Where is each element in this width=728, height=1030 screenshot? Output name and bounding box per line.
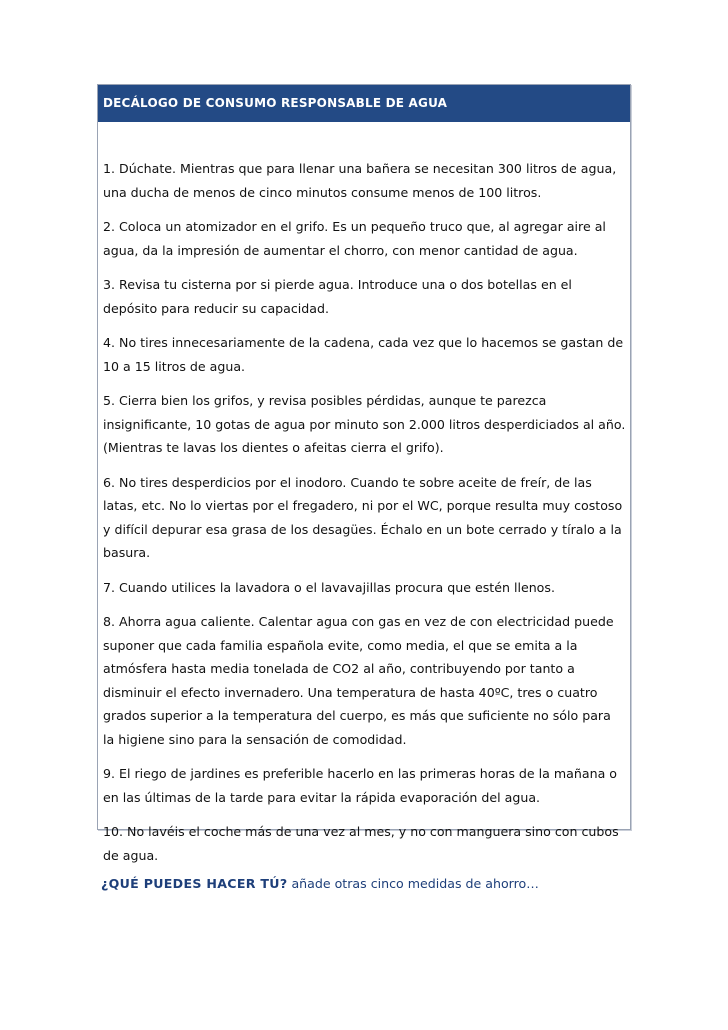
decalogue-box	[97, 84, 631, 863]
list-item: 3. Revisa tu cisterna por si pierde agua. Introduce una o dos botellas en el depósito para reducir su capacidad.	[103, 277, 572, 316]
activity-prompt	[101, 876, 539, 891]
list-item: 1. Dúchate. Mientras que para llenar una bañera se necesitan 300 litros de agua, una ducha de menos de cinco minutos consume menos de 100 litros.	[103, 161, 617, 200]
list-item: 7. Cuando utilices la lavadora o el lavavajillas procura que estén llenos.	[103, 579, 555, 595]
activity-instruction: añade otras cinco medidas de ahorro…	[287, 876, 539, 891]
decalogue-list	[98, 122, 630, 867]
list-item: 5. Cierra bien los grifos, y revisa posibles pérdidas, aunque te parezca insignificante, 10 gotas de agua por minuto son 2.000 litros desperdiciados al año. (Mientras te lavas los dientes o afeitas cierra el grifo).	[103, 393, 626, 455]
list-item: 4. No tires innecesariamente de la cadena, cada vez que lo hacemos se gastan de 10 a 15 litros de agua.	[103, 335, 624, 374]
list-item: 10. No lavéis el coche más de una vez al mes, y no con manguera sino con cubos de agua.	[103, 824, 619, 863]
activity-question: ¿QUÉ PUEDES HACER TÚ?	[101, 876, 288, 891]
list-item: 6. No tires desperdicios por el inodoro. Cuando te sobre aceite de freír, de las latas, etc. No lo viertas por el fregadero, ni por el WC, porque resulta muy costoso y difícil depurar esa grasa de los desagües. Échalo en un bote cerrado y tíralo a la basura.	[103, 474, 623, 560]
list-item: 2. Coloca un atomizador en el grifo. Es un pequeño truco que, al agregar aire al agua, da la impresión de aumentar el chorro, con menor cantidad de agua.	[103, 219, 606, 258]
list-item: 8. Ahorra agua caliente. Calentar agua con gas en vez de con electricidad puede suponer que cada familia española evite, como media, el que se emita a la atmósfera hasta media tonelada de CO2 al año, contribuyendo por tanto a disminuir el efecto invernadero. Una temperatura de hasta 40ºC, tres o cuatro grados superior a la temperatura del cuerpo, es más que suficiente no sólo para la higiene sino para la sensación de comodidad.	[103, 614, 614, 747]
decalogue-title: DECÁLOGO DE CONSUMO RESPONSABLE DE AGUA	[98, 85, 630, 122]
list-item: 9. El riego de jardines es preferible hacerlo en las primeras horas de la mañana o en las últimas de la tarde para evitar la rápida evaporación del agua.	[103, 766, 617, 805]
